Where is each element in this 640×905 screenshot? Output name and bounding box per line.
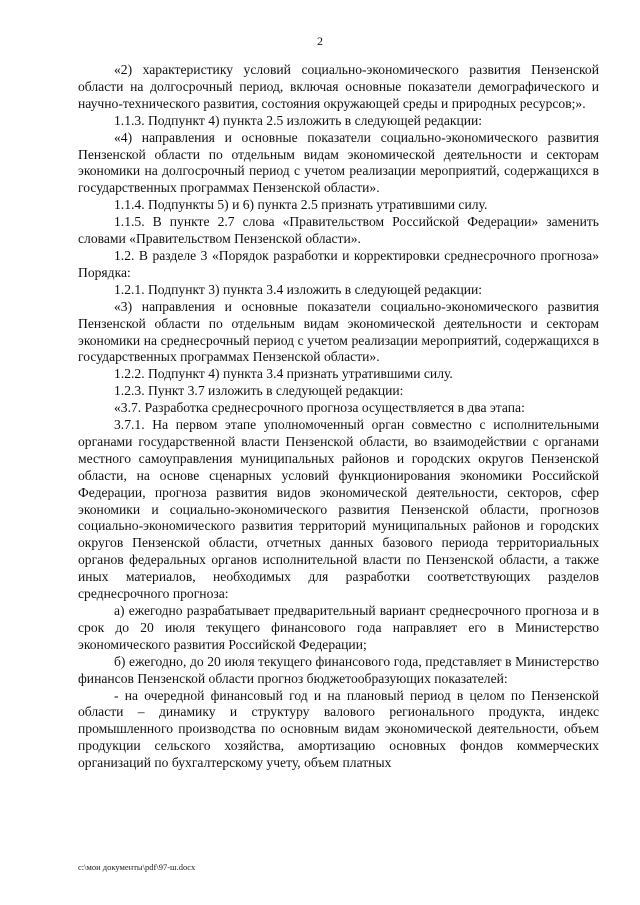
paragraph: «2) характеристику условий социально-экономического развития Пензенской области на долгосрочный период, включая основные показатели демографического и научно-технического развития, состояния окружающей среды и природных ресурсов;». — [78, 62, 599, 111]
paragraph: 1.1.4. Подпункты 5) и 6) пункта 2.5 признать утратившими силу. — [114, 197, 488, 213]
paragraph: 1.1.3. Подпункт 4) пункта 2.5 изложить в следующей редакции: — [114, 112, 483, 128]
paragraph: «4) направления и основные показатели социально-экономического развития Пензенской области по отдельным видам экономической деятельности и секторам экономики на долгосрочный период с учетом реализации мероприятий, содержащихся в государственных программах Пензенской области». — [78, 129, 599, 196]
paragraph: 1.2.1. Подпункт 3) пункта 3.4 изложить в следующей редакции: — [114, 281, 483, 297]
paragraph: - на очередной финансовый год и на плановый период в целом по Пензенской области – динамику и структуру валового регионального продукта, индекс промышленного производства по основным видам экономической деятельности, объем продукции сельского хозяйства, амортизацию основных фондов коммерческих организаций по бухгалтерскому учету, объем платных — [78, 687, 599, 771]
paragraph: 1.2.3. Пункт 3.7 изложить в следующей редакции: — [114, 383, 404, 399]
footer-file-path: c:\мои документы\pdf\97-ш.docx — [78, 862, 196, 872]
page-number: 2 — [317, 34, 323, 48]
paragraph: 1.2.2. Подпункт 4) пункта 3.4 признать утратившими силу. — [114, 366, 453, 382]
paragraph: 3.7.1. На первом этапе уполномоченный орган совместно с исполнительными органами государственной власти Пензенской области, во взаимодействии с органами местного самоуправления муниципальных районов и городских округов Пензенской области, на основе сценарных условий функционирования экономики Российской Федерации, прогноза развития видов экономической деятельности, секторов, сфер экономики и социально-экономического развития Пензенской области, прогнозов социально-экономического развития территорий муниципальных районов и городских округов Пензенской области, отчетных данных базового периода территориальных органов федеральных органов исполнительной власти по Пензенской области, а также иных материалов, необходимых для разработки соответствующих разделов среднесрочного прогноза: — [78, 417, 599, 602]
paragraph: 1.2. В разделе 3 «Порядок разработки и корректировки среднесрочного прогноза» Порядка: — [78, 247, 599, 280]
paragraph: «3) направления и основные показатели социально-экономического развития Пензенской области по отдельным видам экономической деятельности и секторам экономики на среднесрочный период с учетом реализации мероприятий, содержащихся в государственных программах Пензенской области». — [78, 298, 599, 365]
paragraph: 1.1.5. В пункте 2.7 слова «Правительством Российской Федерации» заменить словами «Правительством Пензенской области». — [78, 214, 599, 247]
paragraph: «3.7. Разработка среднесрочного прогноза осуществляется в два этапа: — [114, 400, 525, 416]
paragraph: б) ежегодно, до 20 июля текущего финансового года, представляет в Министерство финансов Пензенской области прогноз бюджетообразующих показателей: — [78, 653, 599, 686]
document-body — [78, 62, 599, 772]
paragraph: а) ежегодно разрабатывает предварительный вариант среднесрочного прогноза и в срок до 20 июля текущего финансового года направляет его в Министерство экономического развития Российской Федерации; — [78, 603, 599, 652]
